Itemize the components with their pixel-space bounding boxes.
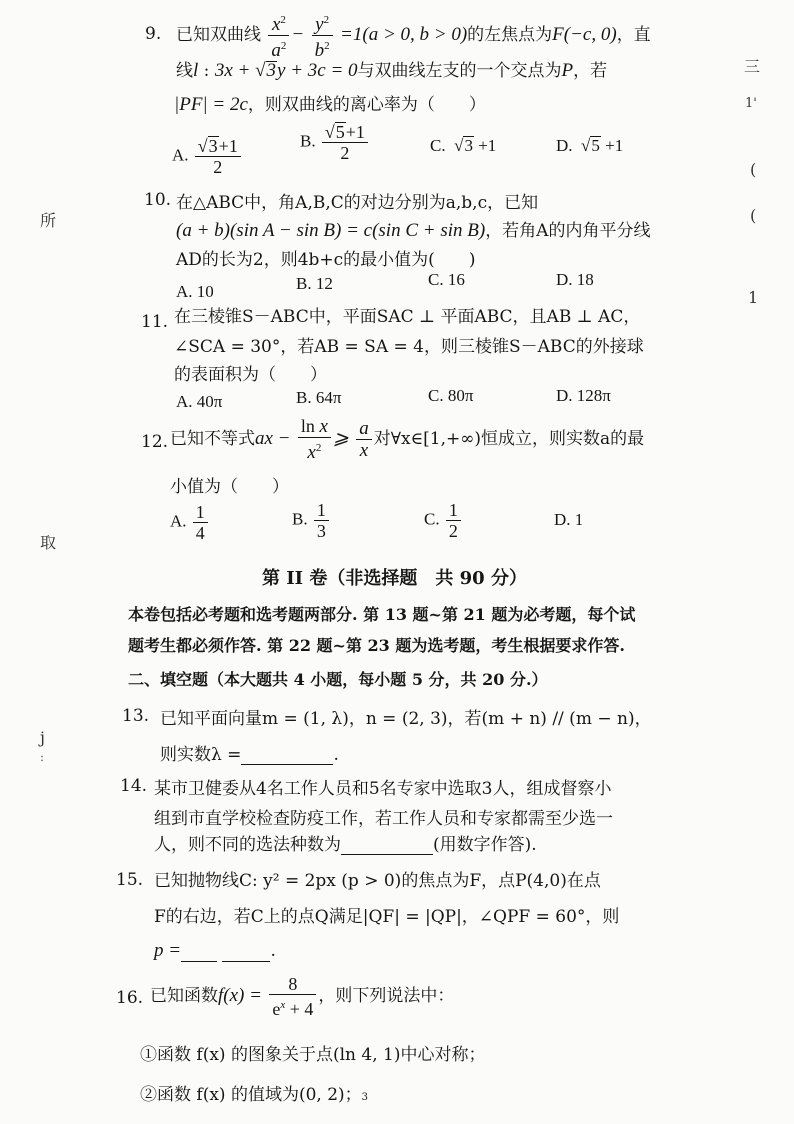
q15-line1: 已知抛物线C: y² = 2px (p > 0)的焦点为F，点P(4,0)在点 — [154, 871, 601, 891]
q11-line2: ∠SCA = 30°，若AB = SA = 4，则三棱锥S－ABC的外接球 — [174, 337, 644, 357]
q12-line2: 小值为（ ） — [170, 477, 289, 497]
q12-option-b[interactable]: B. $\frac{1}{3}$ — [292, 500, 331, 541]
margin-mark-7: 1 — [748, 288, 759, 307]
q16-number: 16. — [116, 988, 144, 1008]
q13-number: 13. — [122, 706, 150, 726]
q10-option-a[interactable]: A. 10 — [176, 282, 214, 301]
margin-mark-3: 三 — [744, 57, 761, 76]
q12-line1: 已知不等式ax − $\frac{\text{ln x}}{x^2}$ ⩾ $\frac{a}{x}$ 对∀x∈[1,+∞)恒成立，则实数a的最 — [170, 416, 645, 463]
q11-option-d[interactable]: D. 128π — [556, 386, 611, 405]
q14-answer-blank[interactable] — [341, 838, 433, 855]
q11-number: 11. — [141, 312, 169, 332]
q12-option-d[interactable]: D. 1 — [554, 510, 584, 529]
q9-line1: 已知双曲线 $\frac{x^2}{a^2}$ − $\frac{y^2}{b^2}$ =1(a > 0, b > 0)的左焦点为F(−c, 0)，直 — [176, 10, 651, 61]
q11-option-a[interactable]: A. 40π — [176, 392, 223, 411]
margin-mark-4: 1' — [745, 96, 757, 111]
fill-in-section-title: 二、填空题（本大题共 4 小题，每小题 5 分，共 20 分.） — [128, 670, 548, 689]
q10-line3: AD的长为2，则4b+c的最小值为( ) — [176, 250, 476, 270]
q10-option-c[interactable]: C. 16 — [428, 270, 465, 289]
section-2-intro-line2: 题考生都必须作答. 第 22 题~第 23 题为选考题，考生根据要求作答. — [128, 636, 625, 655]
q14-number: 14. — [120, 776, 148, 796]
q12-number: 12. — [141, 432, 169, 452]
section-2-title: 第 II 卷（非选择题 共 90 分） — [262, 568, 527, 589]
margin-mark-5: ( — [750, 160, 757, 179]
q9-option-a[interactable]: A. $\frac{√3+1}{2}$ — [172, 136, 243, 177]
margin-mark-8: j — [40, 728, 45, 747]
q15-answer-blank-1[interactable] — [181, 945, 217, 962]
margin-mark-1: 所 — [40, 211, 57, 230]
q11-option-c[interactable]: C. 80π — [428, 386, 474, 405]
q9-option-b[interactable]: B. $\frac{√5+1}{2}$ — [300, 122, 370, 163]
q16-statement-1: ①函数 f(x) 的图象关于点(ln 4, 1)中心对称； — [140, 1045, 486, 1065]
q16-statement-2: ②函数 f(x) 的值域为(0, 2)；3 — [140, 1085, 369, 1105]
q10-option-d[interactable]: D. 18 — [556, 270, 594, 289]
margin-mark-9: ː — [40, 750, 45, 764]
q14-line1: 某市卫健委从4名工作人员和5名专家中选取3人，组成督察小 — [154, 779, 612, 799]
section-2-intro-line1: 本卷包括必考题和选考题两部分. 第 13 题~第 21 题为必考题，每个试 — [128, 605, 636, 624]
q10-option-b[interactable]: B. 12 — [296, 274, 333, 293]
q11-option-b[interactable]: B. 64π — [296, 388, 342, 407]
margin-mark-6: ( — [750, 206, 757, 225]
q15-line2: F的右边，若C上的点Q满足|QF| = |QP|，∠QPF = 60°，则 — [154, 907, 620, 927]
q9-number: 9. — [145, 24, 162, 44]
q14-line3: 人，则不同的选法种数为 (用数字作答). — [154, 835, 537, 855]
q12-option-c[interactable]: C. $\frac{1}{2}$ — [424, 500, 463, 541]
q11-line3: 的表面积为（ ） — [174, 365, 327, 385]
q11-line1: 在三棱锥S－ABC中，平面SAC ⊥ 平面ABC，且AB ⊥ AC， — [174, 307, 641, 327]
q13-line1: 已知平面向量m = (1, λ)，n = (2, 3)，若(m + n) // (m − n)， — [160, 709, 652, 729]
q16-line1: 已知函数f(x) = $\frac{8}{e^x + 4}$ ，则下列说法中： — [150, 974, 455, 1019]
q12-option-a[interactable]: A. $\frac{1}{4}$ — [170, 502, 210, 543]
q15-line3: p = . — [154, 940, 276, 961]
q13-line2: 则实数λ = . — [160, 745, 339, 765]
q13-answer-blank[interactable] — [241, 748, 333, 765]
q10-line1: 在△ABC中，角A,B,C的对边分别为a,b,c，已知 — [176, 193, 539, 213]
q15-answer-blank-2[interactable] — [222, 945, 270, 962]
q15-number: 15. — [116, 870, 144, 890]
q10-line2: (a + b)(sin A − sin B) = c(sin C + sin B)，若角A的内角平分线 — [176, 220, 651, 241]
q9-line3: |PF| = 2c，则双曲线的离心率为（ ） — [174, 94, 486, 115]
q14-line2: 组到市直学校检查防疫工作，若工作人员和专家都需至少选一 — [154, 809, 613, 829]
q10-number: 10. — [144, 190, 172, 210]
q9-option-d[interactable]: D. √5 +1 — [556, 136, 624, 155]
q9-option-c[interactable]: C. √3 +1 — [430, 136, 497, 155]
margin-mark-2: 取 — [40, 533, 57, 552]
q9-line2: 线l : 3x + √3y + 3c = 0与双曲线左支的一个交点为P，若 — [176, 60, 608, 81]
